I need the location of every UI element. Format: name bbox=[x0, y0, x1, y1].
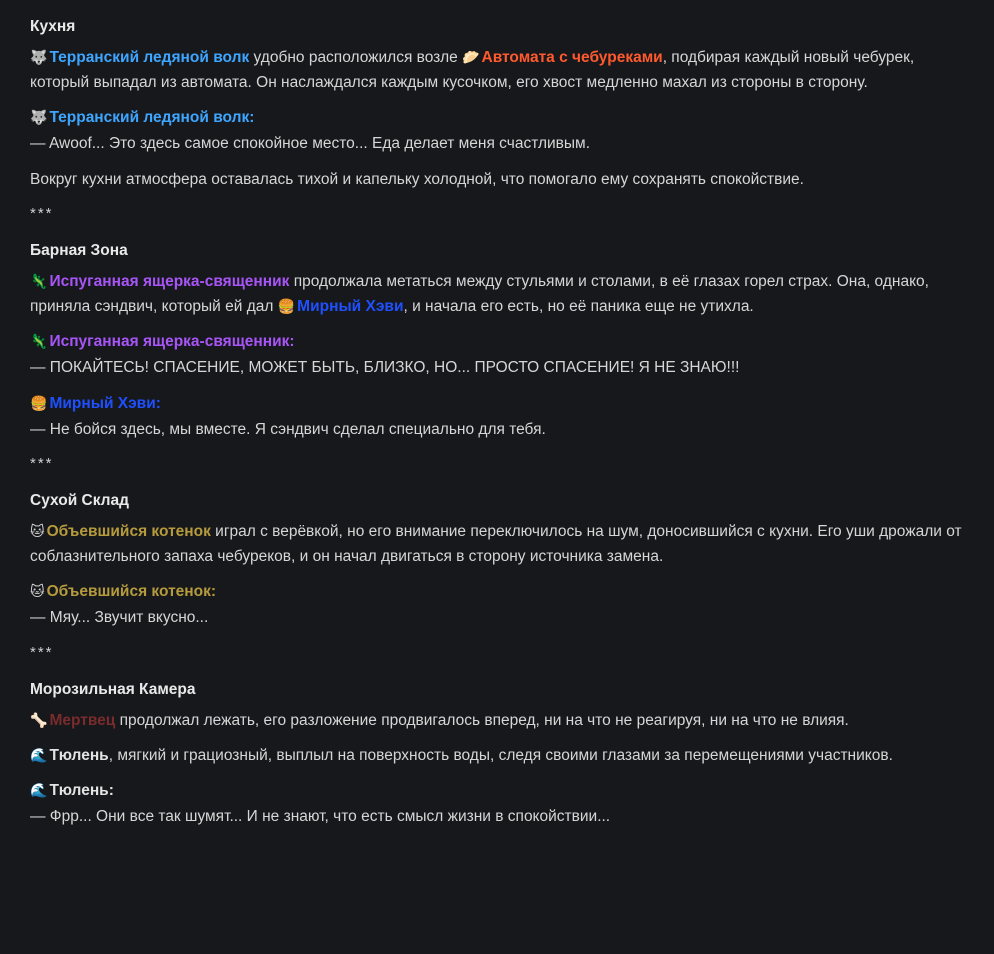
actor-emoji-icon: 🍔 bbox=[30, 395, 48, 412]
text-run: играл с верёвкой, но его внимание переключилось на шум, доносившийся с кухни. Его уши дрожали от соблазнительного запаха чебуреков, и он начал двигаться в сторону источника замена. bbox=[30, 523, 962, 566]
actor-name: Тюлень bbox=[49, 747, 109, 765]
actor-emoji-icon: 🐺 bbox=[30, 110, 48, 127]
section-divider: *** bbox=[30, 454, 54, 472]
actor-emoji-icon: 🦎 bbox=[30, 274, 48, 291]
actor-name: Объевшийся котенок bbox=[46, 523, 211, 541]
actor-name: Терранский ледяной волк: bbox=[49, 109, 255, 127]
actor-name: Испуганная ящерка-священник: bbox=[49, 333, 295, 351]
dialogue-block bbox=[30, 105, 964, 156]
text-run: удобно расположился возле bbox=[249, 49, 463, 67]
section-title: Морозильная Камера bbox=[30, 680, 196, 698]
dialogue-line: — ПОКАЙТЕСЬ! СПАСЕНИЕ, МОЖЕТ БЫТЬ, БЛИЗКО, НО... ПРОСТО СПАСЕНИЕ! Я НЕ ЗНАЮ!!! bbox=[30, 359, 740, 377]
narration-paragraph bbox=[30, 269, 964, 319]
text-run: , подбирая каждый новый чебурек, который выпадал из автомата. Он наслаждался каждым кусочком, его хвост медленно махал из стороны в сторону. bbox=[30, 49, 915, 92]
section-title: Сухой Склад bbox=[30, 492, 129, 510]
dialogue-speaker bbox=[30, 579, 964, 604]
actor-name: Мертвец bbox=[49, 711, 116, 729]
actor-name: Терранский ледяной волк bbox=[49, 49, 250, 67]
text-run: продолжала метаться между стульями и столами, в её глазах горел страх. Она, однако, приняла сэндвич, который ей дал bbox=[30, 273, 929, 316]
dialogue-line: — Фрр... Они все так шумят... И не знают, что есть смысл жизни в спокойствии... bbox=[30, 808, 611, 826]
actor-name: Испуганная ящерка-священник bbox=[49, 273, 290, 291]
dialogue-speaker bbox=[30, 778, 964, 803]
actor-name: Автомата с чебуреками bbox=[481, 49, 663, 67]
narration-paragraph bbox=[30, 743, 964, 768]
narration-paragraph bbox=[30, 708, 964, 733]
section-divider: *** bbox=[30, 643, 54, 661]
actor-emoji-icon: 🦎 bbox=[30, 334, 48, 351]
dialogue-block bbox=[30, 329, 964, 380]
narration-paragraph bbox=[30, 45, 964, 95]
dialogue-line: — Мяу... Звучит вкусно... bbox=[30, 609, 209, 627]
section-divider: *** bbox=[30, 204, 54, 222]
text-run: продолжал лежать, его разложение продвигалось вперед, ни на что не реагируя, ни на что не влияя. bbox=[115, 711, 849, 729]
section-title: Барная Зона bbox=[30, 241, 128, 259]
text-run: , и начала его есть, но её паника еще не утихла. bbox=[403, 298, 754, 316]
dialogue-block bbox=[30, 778, 964, 829]
actor-name: Объевшийся котенок: bbox=[46, 583, 217, 601]
actor-name: Мирный Хэви bbox=[297, 298, 404, 316]
dialogue-speaker bbox=[30, 391, 964, 416]
text-run: Вокруг кухни атмосфера оставалась тихой и капельку холодной, что помогало ему сохранять спокойствие. bbox=[30, 170, 804, 188]
dialogue-block bbox=[30, 391, 964, 442]
section-title: Кухня bbox=[30, 18, 76, 35]
actor-emoji-icon: 🐱 bbox=[30, 584, 45, 601]
narration-paragraph bbox=[30, 519, 964, 569]
dialogue-speaker bbox=[30, 105, 964, 130]
dialogue-line: — Не бойся здесь, мы вместе. Я сэндвич сделал специально для тебя. bbox=[30, 420, 546, 438]
actor-name: Мирный Хэви: bbox=[49, 394, 161, 412]
actor-emoji-icon: 🌊 bbox=[30, 783, 48, 800]
dialogue-block bbox=[30, 579, 964, 630]
text-run: , мягкий и грациозный, выплыл на поверхность воды, следя своими глазами за перемещениями участников. bbox=[108, 747, 893, 765]
dialogue-speaker bbox=[30, 329, 964, 354]
dialogue-line: — Awoof... Это здесь самое спокойное место... Еда делает меня счастливым. bbox=[30, 135, 590, 153]
actor-emoji-icon: 🦴 bbox=[30, 712, 48, 729]
actor-emoji-icon: 🥟 bbox=[462, 50, 480, 67]
actor-emoji-icon: 🌊 bbox=[30, 748, 48, 765]
narration-paragraph bbox=[30, 167, 964, 192]
actor-emoji-icon: 🐱 bbox=[30, 524, 45, 541]
actor-emoji-icon: 🍔 bbox=[277, 299, 296, 316]
actor-emoji-icon: 🐺 bbox=[30, 50, 48, 67]
actor-name: Тюлень: bbox=[49, 782, 114, 800]
